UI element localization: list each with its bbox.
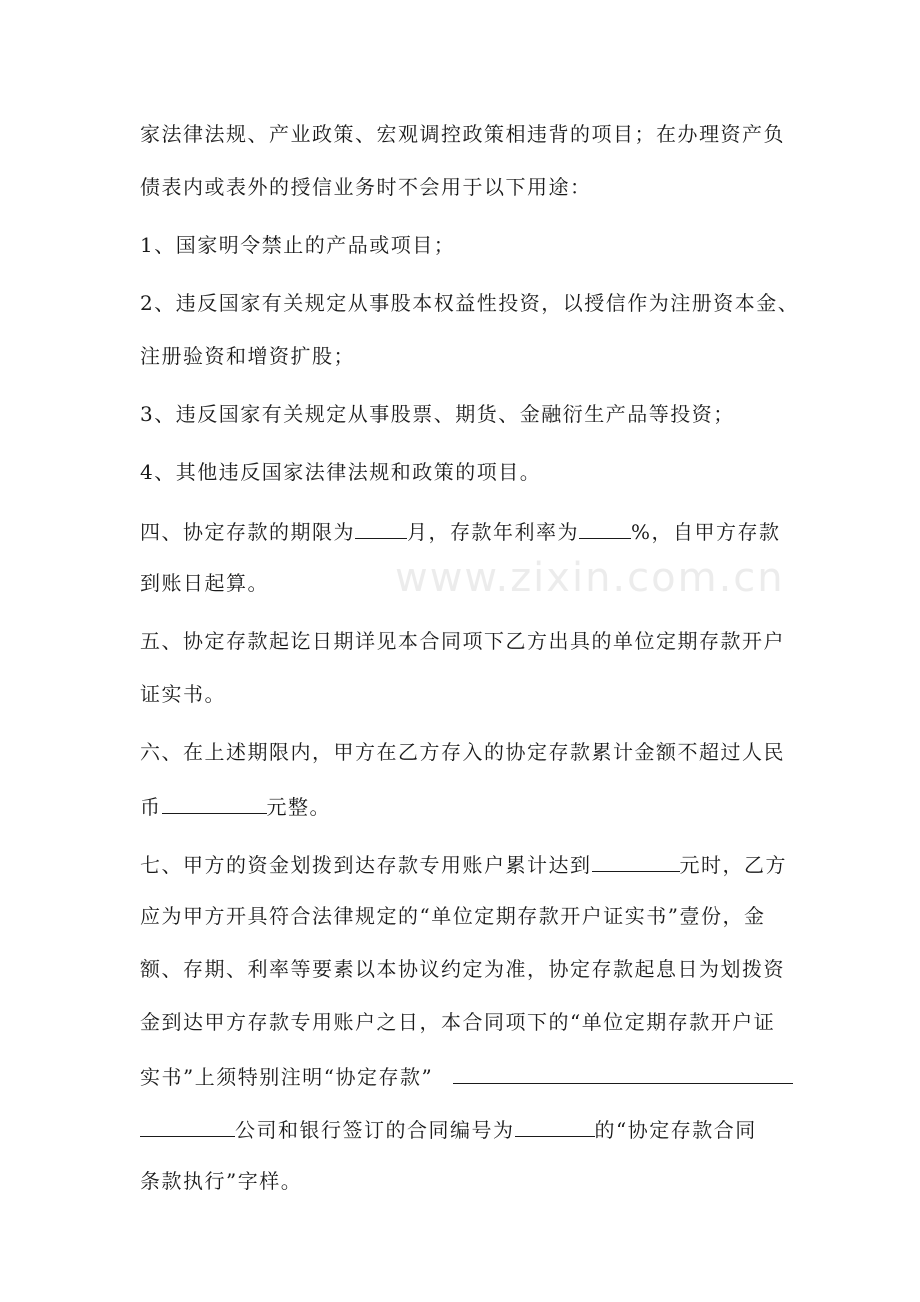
clause-seven-line: [140, 849, 787, 879]
clause-text: 公司和银行签订的合同编号为: [235, 1118, 515, 1142]
threshold-amount-blank: [592, 849, 680, 872]
text-line: 金到达甲方存款专用账户之日，本合同项下的“单位定期存款开户证: [140, 1010, 776, 1034]
clause-text: %，自甲方存款: [631, 520, 781, 544]
text-line: 债表内或表外的授信业务时不会用于以下用途：: [140, 175, 592, 199]
clause-text: 月，存款年利率为: [407, 520, 579, 544]
text-line: 4、其他违反国家法律法规和政策的项目。: [140, 460, 542, 484]
amount-line: [140, 791, 331, 821]
text-line: 条款执行”字样。: [140, 1169, 303, 1193]
text-line: 证实书。: [140, 682, 226, 706]
clause-text: 元时，乙方: [679, 853, 787, 877]
interest-rate-blank: [579, 516, 631, 539]
clause-text: 币: [140, 795, 162, 819]
text-line: 注册验资和增资扩股；: [140, 344, 355, 368]
text-line: 3、违反国家有关规定从事股票、期货、金融衍生产品等投资；: [140, 402, 735, 426]
text-line: 到账日起算。: [140, 571, 269, 595]
text-line: 应为甲方开具符合法律规定的“单位定期存款开户证实书”壹份，金: [140, 904, 766, 928]
contract-number-line: [140, 1114, 757, 1144]
company-name-blank: [453, 1061, 793, 1084]
text-line: 五、协定存款起讫日期详见本合同项下乙方出具的单位定期存款开户: [140, 629, 785, 653]
notation-line: [140, 1061, 793, 1091]
text-line: 家法律法规、产业政策、宏观调控政策相违背的项目；在办理资产负: [140, 122, 785, 146]
clause-text: 的“协定存款合同: [594, 1118, 757, 1142]
text-line: 六、在上述期限内，甲方在乙方存入的协定存款累计金额不超过人民: [140, 740, 785, 764]
clause-text: 七、甲方的资金划拨到达存款专用账户累计达到: [140, 853, 592, 877]
text-line: 2、违反国家有关规定从事股本权益性投资，以授信作为注册资本金、: [140, 291, 800, 315]
clause-four-line: [140, 516, 781, 546]
company-blank: [140, 1114, 235, 1137]
watermark: www.zixin.com.cn: [395, 555, 785, 601]
clause-text: 四、协定存款的期限为: [140, 520, 355, 544]
clause-text: 实书”上须特别注明“协定存款”: [140, 1065, 434, 1089]
text-line: 1、国家明令禁止的产品或项目；: [140, 233, 456, 257]
amount-blank: [162, 791, 267, 814]
clause-text: 元整。: [266, 795, 331, 819]
term-months-blank: [355, 516, 407, 539]
text-line: 额、存期、利率等要素以本协议约定为准，协定存款起息日为划拨资: [140, 957, 785, 981]
contract-number-blank: [515, 1114, 595, 1137]
